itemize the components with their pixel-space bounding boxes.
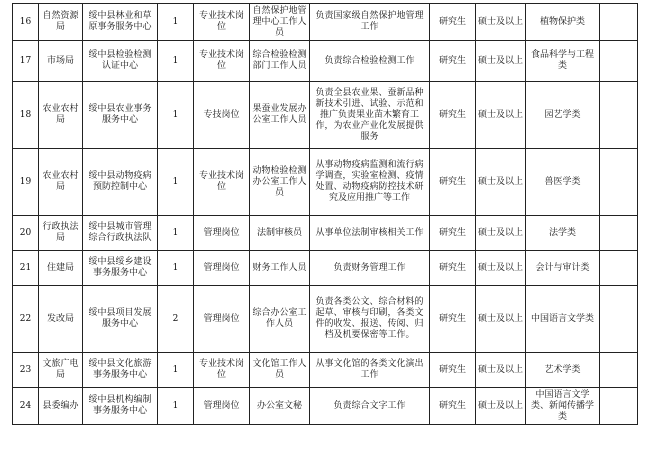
- cell-post-name: 综合办公室工作人员: [250, 286, 310, 353]
- cell-post-name: 果蚕业发展办公室工作人员: [250, 82, 310, 149]
- cell-dept: 县委编办: [39, 388, 83, 425]
- cell-count: 1: [158, 149, 194, 216]
- cell-extra: [600, 388, 638, 425]
- cell-no: 16: [13, 4, 39, 41]
- cell-degree: 硕士及以上: [476, 216, 526, 251]
- cell-dept: 文旅广电局: [39, 353, 83, 388]
- cell-unit: 绥中县文化旅游事务服务中心: [83, 353, 158, 388]
- cell-post-type: 专业技术岗位: [194, 353, 250, 388]
- cell-duty: 负责国家级自然保护地管理工作: [310, 4, 430, 41]
- cell-dept: 住建局: [39, 251, 83, 286]
- cell-no: 17: [13, 41, 39, 82]
- cell-edu: 研究生: [430, 4, 476, 41]
- cell-unit: 绥中县城市管理综合行政执法队: [83, 216, 158, 251]
- cell-edu: 研究生: [430, 251, 476, 286]
- cell-duty: 从事单位法制审核相关工作: [310, 216, 430, 251]
- cell-post-name: 财务工作人员: [250, 251, 310, 286]
- table-body: [13, 4, 638, 425]
- cell-degree: 硕士及以上: [476, 149, 526, 216]
- cell-unit: 绥中县机构编制事务服务中心: [83, 388, 158, 425]
- cell-dept: 农业农村局: [39, 149, 83, 216]
- cell-count: 1: [158, 41, 194, 82]
- cell-post-type: 管理岗位: [194, 251, 250, 286]
- cell-dept: 市场局: [39, 41, 83, 82]
- cell-duty: 负责综合检验检测工作: [310, 41, 430, 82]
- table-row: [13, 149, 638, 216]
- cell-count: 1: [158, 353, 194, 388]
- cell-post-type: 管理岗位: [194, 216, 250, 251]
- cell-degree: 硕士及以上: [476, 353, 526, 388]
- cell-degree: 硕士及以上: [476, 41, 526, 82]
- cell-dept: 自然资源局: [39, 4, 83, 41]
- cell-post-type: 专技岗位: [194, 82, 250, 149]
- cell-edu: 研究生: [430, 286, 476, 353]
- cell-major: 中国语言文学类: [526, 286, 600, 353]
- cell-no: 18: [13, 82, 39, 149]
- cell-count: 2: [158, 286, 194, 353]
- cell-extra: [600, 82, 638, 149]
- cell-count: 1: [158, 251, 194, 286]
- cell-edu: 研究生: [430, 353, 476, 388]
- cell-post-type: 专业技术岗位: [194, 41, 250, 82]
- cell-unit: 绥中县绥乡建设事务服务中心: [83, 251, 158, 286]
- cell-duty: 负责全县农业果、蚕新品种新技术引进、试验、示范和推广负责果业苗木繁育工作，为农业产业化发展提供服务: [310, 82, 430, 149]
- cell-post-name: 自然保护地管理中心工作人员: [250, 4, 310, 41]
- cell-dept: 行政执法局: [39, 216, 83, 251]
- cell-edu: 研究生: [430, 82, 476, 149]
- cell-degree: 硕士及以上: [476, 251, 526, 286]
- cell-duty: 负责财务管理工作: [310, 251, 430, 286]
- cell-extra: [600, 216, 638, 251]
- cell-duty: 负责各类公文、综合材料的起草、审核与印刷，各类文件的收发、报送、传阅、归档及机要保密等工作。: [310, 286, 430, 353]
- table-row: [13, 286, 638, 353]
- cell-edu: 研究生: [430, 216, 476, 251]
- cell-no: 21: [13, 251, 39, 286]
- cell-unit: 绥中县动物疫病预防控制中心: [83, 149, 158, 216]
- cell-extra: [600, 41, 638, 82]
- cell-count: 1: [158, 82, 194, 149]
- cell-count: 1: [158, 216, 194, 251]
- cell-major: 艺术学类: [526, 353, 600, 388]
- cell-no: 23: [13, 353, 39, 388]
- cell-edu: 研究生: [430, 149, 476, 216]
- cell-count: 1: [158, 4, 194, 41]
- cell-post-name: 法制审核员: [250, 216, 310, 251]
- cell-unit: 绥中县检验检测认证中心: [83, 41, 158, 82]
- table-row: [13, 388, 638, 425]
- cell-count: 1: [158, 388, 194, 425]
- cell-no: 22: [13, 286, 39, 353]
- cell-degree: 硕士及以上: [476, 286, 526, 353]
- cell-duty: 从事动物疫病监测和流行病学调查，实验室检测、疫情处置、动物疫病防控技术研究及应用推广等工作: [310, 149, 430, 216]
- cell-post-name: 办公室文秘: [250, 388, 310, 425]
- cell-post-type: 管理岗位: [194, 286, 250, 353]
- cell-post-type: 专业技术岗位: [194, 4, 250, 41]
- recruitment-table: [12, 3, 638, 425]
- table-row: [13, 82, 638, 149]
- cell-extra: [600, 286, 638, 353]
- cell-extra: [600, 4, 638, 41]
- cell-major: 法学类: [526, 216, 600, 251]
- table-row: [13, 4, 638, 41]
- cell-unit: 绥中县林业和草原事务服务中心: [83, 4, 158, 41]
- cell-edu: 研究生: [430, 388, 476, 425]
- cell-post-type: 专业技术岗位: [194, 149, 250, 216]
- cell-major: 会计与审计类: [526, 251, 600, 286]
- cell-no: 20: [13, 216, 39, 251]
- cell-extra: [600, 149, 638, 216]
- cell-major: 中国语言文学类、新闻传播学类: [526, 388, 600, 425]
- cell-degree: 硕士及以上: [476, 388, 526, 425]
- cell-no: 24: [13, 388, 39, 425]
- cell-post-type: 管理岗位: [194, 388, 250, 425]
- cell-major: 植物保护类: [526, 4, 600, 41]
- cell-degree: 硕士及以上: [476, 82, 526, 149]
- cell-major: 食品科学与工程类: [526, 41, 600, 82]
- cell-major: 园艺学类: [526, 82, 600, 149]
- cell-duty: 从事文化馆的各类文化演出工作: [310, 353, 430, 388]
- cell-post-name: 动物检验检测办公室工作人员: [250, 149, 310, 216]
- cell-degree: 硕士及以上: [476, 4, 526, 41]
- cell-duty: 负责综合文字工作: [310, 388, 430, 425]
- cell-no: 19: [13, 149, 39, 216]
- cell-extra: [600, 353, 638, 388]
- table-row: [13, 251, 638, 286]
- cell-unit: 绥中县农业事务服务中心: [83, 82, 158, 149]
- cell-dept: 发改局: [39, 286, 83, 353]
- cell-major: 兽医学类: [526, 149, 600, 216]
- cell-dept: 农业农村局: [39, 82, 83, 149]
- table-row: [13, 216, 638, 251]
- table-row: [13, 41, 638, 82]
- cell-edu: 研究生: [430, 41, 476, 82]
- cell-post-name: 综合检验检测部门工作人员: [250, 41, 310, 82]
- cell-unit: 绥中县项目发展服务中心: [83, 286, 158, 353]
- cell-extra: [600, 251, 638, 286]
- recruitment-table-wrapper: [12, 3, 638, 425]
- cell-post-name: 文化馆工作人员: [250, 353, 310, 388]
- table-row: [13, 353, 638, 388]
